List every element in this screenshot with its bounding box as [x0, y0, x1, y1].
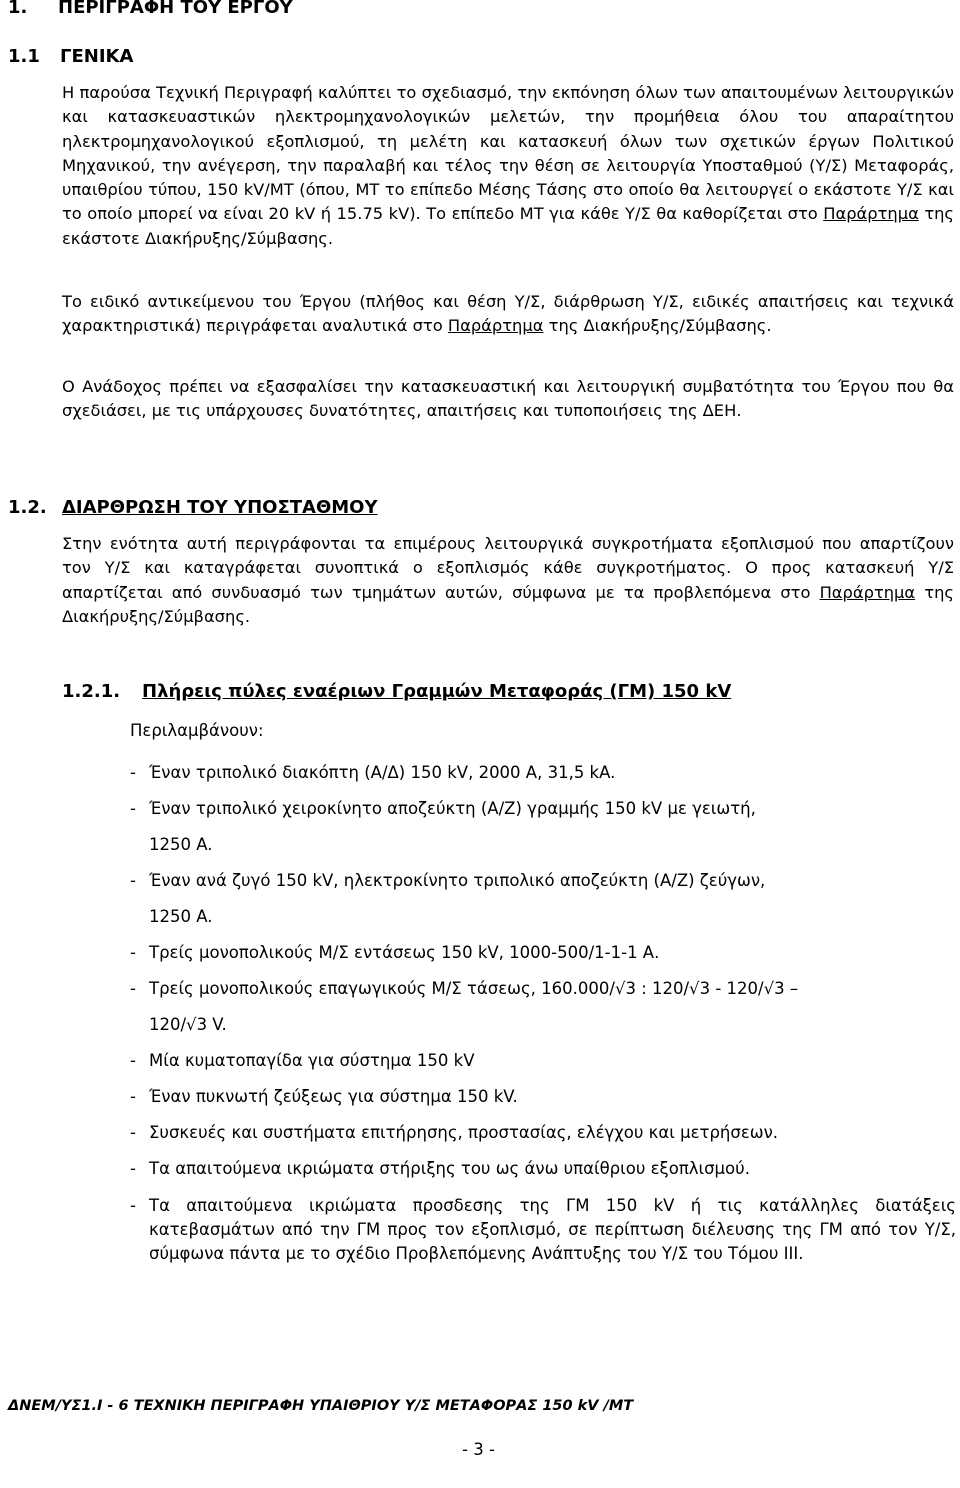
list-item-text: Μία κυματοπαγίδα για σύστημα 150 kV [149, 1051, 475, 1070]
paragraph-contractor: Ο Ανάδοχος πρέπει να εξασφαλίσει την κατασκευαστική και λειτουργική συμβατότητα του Έργου που θα σχεδιάσει, με τις υπάρχουσες δυνατότητες, απαιτήσεις και τυποποιήσεις της ΔΕΗ. [62, 377, 954, 421]
section-1-heading [8, 0, 293, 20]
paragraph-special-subject-end: της Διακήρυξης/Σύμβασης. [548, 316, 772, 336]
section-1-number: 1. [8, 0, 28, 18]
paragraph-general-scope [62, 81, 954, 251]
list-dash: - [130, 799, 136, 818]
section-1-2-1-number: 1.2.1. [62, 681, 121, 702]
list-item-text: Έναν πυκνωτή ζεύξεως για σύστημα 150 kV. [149, 1087, 518, 1106]
includes-label: Περιλαμβάνουν: [130, 721, 264, 740]
list-dash: - [130, 871, 136, 890]
list-item [130, 1043, 956, 1079]
list-dash: - [130, 763, 136, 782]
list-item [130, 1151, 956, 1187]
list-dash: - [130, 1051, 136, 1070]
list-item [130, 1194, 956, 1266]
list-dash: - [130, 1123, 136, 1142]
list-item-text: Έναν τριπολικό διακόπτη (Α/Δ) 150 kV, 2000 Α, 31,5 kA. [149, 763, 616, 782]
page-footer: ΔΝΕΜ/ΥΣ1.Ι - 6 ΤΕΧΝΙΚΗ ΠΕΡΙΓΡΑΦΗ ΥΠΑΙΘΡΙΟΥ Υ/Σ ΜΕΤΑΦΟΡΑΣ 150 kV /ΜΤ [8, 1398, 634, 1414]
paragraph-general-scope-text: Η παρούσα Τεχνική Περιγραφή καλύπτει το σχεδιασμό, την εκπόνηση όλων των απαιτουμένων λειτουργικών και κατασκευαστικών ηλεκτρομηχανολογικών μελετών, την προμήθεια όλου του απαραίτητου ηλεκτρομηχανολογικού εξοπλισμού, τη μελέτη και κατασκευή όλων των σχετικών έργων Πολιτικού Μηχανικού, την ανέγερση, την παραλαβή και τέλος την θέση σε λειτουργία Υποσταθμού (Υ/Σ) Μεταφοράς, υπαιθρίου τύπου, 150 kV/ΜΤ (όπου, ΜΤ το επίπεδο Μέσης Τάσης στο οποίο θα λειτουργεί ο εκάστοτε Υ/Σ και το οποίο μπορεί να είναι 20 kV ή 15.75 kV). Το επίπεδο ΜΤ για κάθε Υ/Σ θα καθορίζεται στο [62, 83, 954, 224]
section-1-2-1-heading [62, 680, 731, 704]
section-1-1-heading [8, 45, 133, 69]
list-dash: - [130, 1087, 136, 1106]
section-1-2-title: ΔΙΑΡΘΡΩΣΗ ΤΟΥ ΥΠΟΣΤΑΘΜΟΥ [62, 497, 378, 518]
section-1-title: ΠΕΡΙΓΡΑΦΗ ΤΟΥ ΕΡΓΟΥ [58, 0, 293, 18]
list-item [130, 791, 956, 863]
list-item-text: Τα απαιτούμενα ικριώματα στήριξης του ως άνω υπαίθριου εξοπλισμού. [149, 1159, 750, 1178]
list-item-continuation: 1250 A. [149, 907, 213, 926]
equipment-list [130, 755, 956, 1268]
list-item-text: Τρείς μονοπολικούς Μ/Σ εντάσεως 150 kV, 1000-500/1-1-1 Α. [149, 943, 660, 962]
section-1-2-1-title: Πλήρεις πύλες εναέριων Γραμμών Μεταφοράς (ΓΜ) 150 kV [142, 681, 732, 702]
list-item [130, 755, 956, 791]
section-1-2-heading [8, 496, 378, 520]
list-dash: - [130, 1159, 136, 1178]
section-1-2-number: 1.2. [8, 497, 47, 518]
list-item-continuation: 1250 A. [149, 835, 213, 854]
list-item [130, 1079, 956, 1115]
list-dash: - [130, 979, 136, 998]
list-item [130, 935, 956, 971]
list-item-text: Τα απαιτούμενα ικριώματα προσδεσης της ΓΜ 150 kV ή τις κατάλληλες διατάξεις κατεβασμάτων από την ΓΜ προς τον εξοπλισμό, σε περίπτωση διέλευσης της ΓΜ από τον Υ/Σ, σύμφωνα πάντα με το σχέδιο Προβλεπόμενης Ανάπτυξης του Υ/Σ του Τόμου ΙΙΙ. [149, 1196, 956, 1263]
list-item-text: Συσκευές και συστήματα επιτήρησης, προστασίας, ελέγχου και μετρήσεων. [149, 1123, 779, 1142]
section-1-1-title: ΓΕΝΙΚΑ [60, 46, 134, 67]
paragraph-structure-end: της Διακήρυξης/Σύμβασης. [62, 582, 954, 626]
list-item-text: Έναν τριπολικό χειροκίνητο αποζεύκτη (Α/Ζ) γραμμής 150 kV με γειωτή, [149, 799, 756, 818]
paragraph-general-scope-end: της εκάστοτε Διακήρυξης/Σύμβασης. [62, 204, 954, 248]
list-dash: - [130, 1196, 136, 1215]
list-item [130, 971, 956, 1043]
paragraph-special-subject-text: Το ειδικό αντικείμενου του Έργου (πλήθος και θέση Υ/Σ, διάρθρωση Υ/Σ, ειδικές απαιτήσεις και τεχνικά χαρακτηριστικά) περιγράφεται αναλυτικά στο [62, 292, 954, 336]
annex-reference: Παράρτημα [447, 316, 544, 336]
list-item [130, 863, 956, 935]
annex-reference: Παράρτημα [823, 204, 919, 224]
paragraph-structure-text: Στην ενότητα αυτή περιγράφονται τα επιμέρους λειτουργικά συγκροτήματα εξοπλισμού που απαρτίζουν τον Υ/Σ και καταγράφεται συνοπτικά ο εξοπλισμός κάθε συγκροτήματος. Ο προς κατασκευή Υ/Σ απαρτίζεται από συνδυασμό των τμημάτων αυτών, σύμφωνα με τα προβλεπόμενα στο [62, 534, 954, 602]
page-number: - 3 - [462, 1440, 495, 1459]
list-dash: - [130, 943, 136, 962]
list-item-continuation: 120/√3 V. [149, 1015, 227, 1034]
paragraph-special-subject [62, 290, 954, 339]
list-item-text: Έναν ανά ζυγό 150 kV, ηλεκτροκίνητο τριπολικό αποζεύκτη (Α/Ζ) ζεύγων, [149, 871, 766, 890]
list-item-text: Τρείς μονοπολικούς επαγωγικούς Μ/Σ τάσεως, 160.000/√3 : 120/√3 - 120/√3 – [149, 979, 799, 998]
section-1-1-number: 1.1 [8, 46, 40, 67]
list-item [130, 1115, 956, 1151]
paragraph-structure [62, 532, 954, 629]
annex-reference: Παράρτημα [819, 582, 916, 602]
